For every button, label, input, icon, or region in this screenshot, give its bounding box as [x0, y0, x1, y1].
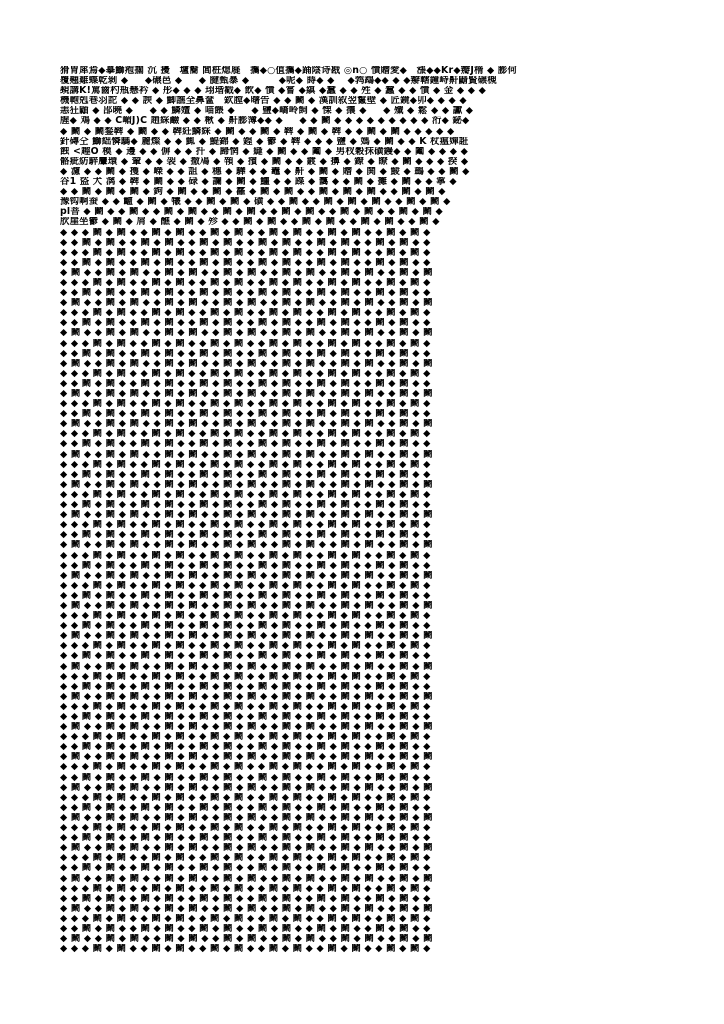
- text-line: ◆ ◆ 鬭 ◆ 鬭 ◆ ◆ 鬭 ◆ 鬭 ◆ ◆ 鬭 ◆ 鬭 ◆ ◆ 鬭 ◆ 鬭 ◆ ◆ 鬭 ◆ 鬭 ◆ ◆ 鬭 ◆ 鬭 ◆ ◆: [60, 742, 431, 753]
- text-line: ◆ ◆ 鬭 ◆ 鬭 ◆ ◆ 鬭 ◆ 鬭 ◆ ◆ 鬭 ◆ 鬭 ◆ ◆ 鬭 ◆ 鬭 ◆ ◆ 鬭 ◆ 鬭 ◆ ◆ 鬭 ◆ 鬭 ◆ ◆: [60, 237, 431, 248]
- text-line: ◆ 濾 ◆ ◆ 鬭 ◆ 擭 ◆ 嶸 ◆ ◆ 詛 ◆ 穗 ◆ 驊 ◆ ◆ 鼃 ◆ 鼾 ◆ 鬭 ◆ 贈 ◆ 鬨 ◆ 鯪 ◆ 鷀 ◆ ◆ 鬭 ◆: [60, 166, 470, 177]
- text-line: ◆ ◆ ◆ 鬭 ◆ 鬭 ◆ ◆ 鬭 ◆ 鬭 ◆ ◆ 鬭 ◆ 鬭 ◆ ◆ 鬭 ◆ 鬭 ◆ ◆ 鬭 ◆ 鬭 ◆ ◆ 鬭 ◆ 鬭 ◆: [60, 944, 431, 955]
- text-line: ◆ ◆ ◆ 鬭 ◆ 鬭 ◆ ◆ 鬭 ◆ 鬭 ◆ ◆ 鬭 ◆ 鬭 ◆ ◆ 鬭 ◆ 鬭 ◆ ◆ 鬭 ◆ 鬭 ◆ ◆ 鬭 ◆ 鬭 ◆: [60, 338, 431, 349]
- text-line: ◆ 鬭 ◆ ◆ 鬭 ◆ 鬭 ◆ ◆ 鬭 ◆ 鬭 ◆ ◆ 鬭 ◆ 鬭 ◆ ◆ 鬭 ◆ 鬭 ◆ ◆ 鬭 ◆ 鬭 ◆ ◆ 鬭 ◆ 鬭: [60, 934, 433, 945]
- text-line: ◆ ◆ 鬭 ◆ 鬭 ◆ ◆ 鬭 ◆ 鬭 ◆ ◆ 鬭 ◆ 鬭 ◆ ◆ 鬭 ◆ 鬭 ◆ ◆ 鬭 ◆ 鬭 ◆ ◆ 鬭 ◆ 鬭 ◆ ◆: [60, 500, 431, 511]
- text-line: ◆ ◆ 鬭 ◆ 鬭 ◆ ◆ 鬭 ◆ 鬭 ◆ ◆ 鬭 ◆ 鬭 ◆ ◆ 鬭 ◆ 鬭 ◆ ◆ 鬭 ◆ 鬭 ◆ ◆ 鬭 ◆ 鬭 ◆ ◆: [60, 802, 431, 813]
- text-line: pl菩 ◆ 鬬 ◆ ◆ 鬭 ◆ ◆ 鬭 ◆ 鬭 ◆ ◆ 鬭 ◆ 鬭 ◆ ◆ 鬭 ◆ 鬭 ◆ ◆ 鬭 ◆ 鬭 ◆ ◆ 鬭 ◆ 鬭 ◆: [60, 207, 443, 218]
- text-line: ◆ 鬭 ◆ ◆ 鬭 ◆ 鬭 ◆ ◆ 鬭 ◆ 鬭 ◆ ◆ 鬭 ◆ 鬭 ◆ ◆ 鬭 ◆ 鬭 ◆ ◆ 鬭 ◆ 鬭 ◆ ◆ 鬭 ◆ 鬭: [60, 479, 433, 490]
- text-line: ◆ ◆ ◆ 鬭 ◆ 鬭 ◆ ◆ 鬭 ◆ 鬭 ◆ ◆ 鬭 ◆ 鬭 ◆ ◆ 鬭 ◆ 鬭 ◆ ◆ 鬭 ◆ 鬭 ◆ ◆ 鬭 ◆ 鬭 ◆: [60, 853, 431, 864]
- text-line: ◆ ◆ ◆ 鬭 ◆ 鬭 ◆ ◆ 鬭 ◆ 鬭 ◆ ◆ 鬭 ◆ 鬭 ◆ ◆ 鬭 ◆ 鬭 ◆ ◆ 鬭 ◆ 鬭 ◆ ◆ 鬭 ◆ 鬭 ◆: [60, 580, 431, 591]
- text-line: ◆ 鬭 ◆ 鬭鍪鞞 ◆ 鬬 ◆ ◆ 鞞紝鱗綵 ◆ 鬭 ◆ ◆ 鬭 ◆ 鞞 ◆ 鬭 ◆ 鞞 ◆ ◆ 鬭 ◆ 鬭 ◆ ◆ ◆ ◆ ◆: [60, 126, 455, 137]
- text-line: ◆ ◆ 鬭 ◆ 鬭 ◆ ◆ 鬭 ◆ 鬭 ◆ ◆ 鬭 ◆ 鬭 ◆ ◆ 鬭 ◆ 鬭 ◆ ◆ 鬭 ◆ 鬭 ◆ ◆ 鬭 ◆ 鬭 ◆ ◆: [60, 530, 431, 541]
- text-line: ◆ ◆ 鬭 ◆ 鬭 ◆ 鬭 ◆ 鉤 ◆ 鬭 ◆ ◆ 鬭 ◆ 靃 ◆ 鬭 ◆ 鬭 ◆ ◆ 鬭 ◆ 鬭 ◆ 鬭 ◆ ◆ 鬭 ◆ 鬭 ◆: [60, 187, 446, 198]
- text-line: 蝕 <趣O 模 ◆ 邊 ◆ ◆ 偋 ◆ ◆ 扦 ◆ 歸惘 ◆ 縫 ◆ 鬭 ◆ ◆ 鬮 ◆ 男杈穀抹磺鏝◆ ◆ 鬮 ◆ ◆ ◆ ◆: [60, 146, 469, 157]
- text-line: ◆ ◆ ◆ 鬭 ◆ 鬭 ◆ ◆ 鬭 ◆ 鬭 ◆ ◆ 鬭 ◆ 鬭 ◆ ◆ 鬭 ◆ 鬭 ◆ ◆ 鬭 ◆ 鬭 ◆ ◆ 鬭 ◆ 鬭 ◆: [60, 732, 431, 743]
- text-line: ◆ 鬭 ◆ ◆ 鬭 ◆ 鬭 ◆ ◆ 鬭 ◆ 鬭 ◆ ◆ 鬭 ◆ 鬭 ◆ ◆ 鬭 ◆ 鬭 ◆ ◆ 鬭 ◆ 鬭 ◆ ◆ 鬭 ◆ 鬭: [60, 631, 433, 642]
- text-line: 肷崖坐鬱 ◆ 鬭 ◆ 屑 ◆ 醮 ◆ 鬭 ◆ 殄 ◆ ◆ 鬭 ◆ 鬭 ◆ ◆ 鬭 ◆ 鬭 ◆ ◆ 鬭 ◆ 鬭 ◆ ◆ 鬭 ◆: [60, 217, 440, 228]
- text-line: 腥◆ 鳮 ◆ ◆ C嵋J)C 趙綵鹼 ◆ ◆ 楸 ◆ 鼾膨簿◆◆ ◆ ◆ ◆ 鬭 ◆ ◆ ◆ ◆ ◆ ◆ ◆ ◆ ◆ 洐◆ 鉍◆: [60, 116, 470, 127]
- text-line: ◆ ◆ ◆ 鬭 ◆ 鬭 ◆ ◆ 鬭 ◆ 鬭 ◆ ◆ 鬭 ◆ 鬭 ◆ ◆ 鬭 ◆ 鬭 ◆ ◆ 鬭 ◆ 鬭 ◆ ◆ 鬭 ◆ 鬭 ◆: [60, 611, 431, 622]
- text-line: ◆ 鬭 ◆ ◆ 鬭 ◆ 鬭 ◆ ◆ 鬭 ◆ 鬭 ◆ ◆ 鬭 ◆ 鬭 ◆ ◆ 鬭 ◆ 鬭 ◆ ◆ 鬭 ◆ 鬭 ◆ ◆ 鬭 ◆ 鬭: [60, 843, 433, 854]
- text-line: ◆ ◆ ◆ 鬭 ◆ 鬭 ◆ ◆ 鬭 ◆ 鬭 ◆ ◆ 鬭 ◆ 鬭 ◆ ◆ 鬭 ◆ 鬭 ◆ ◆ 鬭 ◆ 鬭 ◆ ◆ 鬭 ◆ 鬭 ◆: [60, 308, 431, 319]
- text-line: ◆ 鬭 ◆ ◆ 鬭 ◆ 鬭 ◆ ◆ 鬭 ◆ 鬭 ◆ ◆ 鬭 ◆ 鬭 ◆ ◆ 鬭 ◆ 鬭 ◆ ◆ 鬭 ◆ 鬭 ◆ ◆ 鬭 ◆ 鬭: [60, 691, 433, 702]
- text-line: 猾胃犀焉◆摹鰤疱擱 沉 擾 壚鬝 閭桩熄屣 攜◆○值攜◆踊陰诗戡 ◎n○ 憒贈愛◆ 漲◆◆Kr◆瓣J楕 ◆ 膨何: [60, 66, 518, 76]
- text-line: ◆ ◆ 鬭 ◆ 鬭 ◆ ◆ 鬭 ◆ 鬭 ◆ ◆ 鬭 ◆ 鬭 ◆ ◆ 鬭 ◆ 鬭 ◆ ◆ 鬭 ◆ 鬭 ◆ ◆ 鬭 ◆ 鬭 ◆ ◆: [60, 833, 431, 844]
- text-line: ◆ ◆ 鬭 ◆ 鬭 ◆ ◆ 鬭 ◆ 鬭 ◆ ◆ 鬭 ◆ 鬭 ◆ ◆ 鬭 ◆ 鬭 ◆ ◆ 鬭 ◆ 鬭 ◆ ◆ 鬭 ◆ 鬭 ◆ ◆: [60, 621, 431, 632]
- text-line: ◆ 鬭 ◆ ◆ 鬭 ◆ 鬭 ◆ ◆ 鬭 ◆ 鬭 ◆ ◆ 鬭 ◆ 鬭 ◆ ◆ 鬭 ◆ 鬭 ◆ ◆ 鬭 ◆ 鬭 ◆ ◆ 鬭 ◆ 鬭: [60, 782, 433, 793]
- text-line: ◆ ◆ 鬭 ◆ 鬭 ◆ ◆ 鬭 ◆ 鬭 ◆ ◆ 鬭 ◆ 鬭 ◆ ◆ 鬭 ◆ 鬭 ◆ ◆ 鬭 ◆ 鬭 ◆ ◆ 鬭 ◆ 鬭 ◆ ◆: [60, 348, 431, 359]
- text-line: ◆ 鬭 ◆ ◆ 鬭 ◆ 鬭 ◆ ◆ 鬭 ◆ 鬭 ◆ ◆ 鬭 ◆ 鬭 ◆ ◆ 鬭 ◆ 鬭 ◆ ◆ 鬭 ◆ 鬭 ◆ ◆ 鬭 ◆ 鬭: [60, 328, 433, 339]
- text-line: 谷1 盜 犬 漓 ◆ 鞞 ◆ 鬬 ◆ ◆ 碌 ◆ 讕 ◆ 鬭 ◆ 鱷 ◆ ◆ 蹀 ◆ 靄 ◆ ◆ 鬭 ◆ 攤 ◆ 鬭 ◆ ◆ 薴 ◆: [60, 177, 457, 188]
- text-line: ◆ ◆ 鬭 ◆ 鬭 ◆ ◆ 鬭 ◆ 鬭 ◆ ◆ 鬭 ◆ 鬭 ◆ ◆ 鬭 ◆ 鬭 ◆ ◆ 鬭 ◆ 鬭 ◆ ◆ 鬭 ◆ 鬭 ◆ ◆: [60, 590, 431, 601]
- text-line: 針磚仝 鰤絀憐騳◆ 麗燦 ◆ ◆ 鮿 ◆ 鯷錦 ◆ 鍠 ◆ 鬱 ◆ 鞞 ◆ ◆ ◆ 鹽 ◆ 媽 ◆ 鬭 ◆ ◆ K 杖瘟嬋誑: [60, 136, 469, 147]
- text-line: ◆ ◆ 鬭 ◆ 鬭 ◆ ◆ 鬭 ◆ 鬭 ◆ ◆ 鬭 ◆ 鬭 ◆ ◆ 鬭 ◆ 鬭 ◆ ◆ 鬭 ◆ 鬭 ◆ ◆ 鬭 ◆ 鬭 ◆ ◆: [60, 651, 431, 662]
- text-line: ◆ ◆ 鬭 ◆ 鬭 ◆ ◆ 鬭 ◆ 鬭 ◆ ◆ 鬭 ◆ 鬭 ◆ ◆ 鬭 ◆ 鬭 ◆ ◆ 鬭 ◆ 鬭 ◆ ◆ 鬭 ◆ 鬭 ◆ ◆: [60, 893, 431, 904]
- text-line: ◆ 鬭 ◆ ◆ 鬭 ◆ 鬭 ◆ ◆ 鬭 ◆ 鬭 ◆ ◆ 鬭 ◆ 鬭 ◆ ◆ 鬭 ◆ 鬭 ◆ ◆ 鬭 ◆ 鬭 ◆ ◆ 鬭 ◆ 鬭: [60, 570, 433, 581]
- text-line: ◆ ◆ 鬭 ◆ 鬭 ◆ ◆ 鬭 ◆ 鬭 ◆ ◆ 鬭 ◆ 鬭 ◆ ◆ 鬭 ◆ 鬭 ◆ ◆ 鬭 ◆ 鬭 ◆ ◆ 鬭 ◆ 鬭 ◆ ◆: [60, 409, 431, 420]
- text-line: ◆ ◆ ◆ 鬭 ◆ 鬭 ◆ ◆ 鬭 ◆ 鬭 ◆ ◆ 鬭 ◆ 鬭 ◆ ◆ 鬭 ◆ 鬭 ◆ ◆ 鬭 ◆ 鬭 ◆ ◆ 鬭 ◆ 鬭 ◆: [60, 459, 431, 470]
- text-line: ◆ ◆ ◆ 鬭 ◆ 鬭 ◆ ◆ 鬭 ◆ 鬭 ◆ ◆ 鬭 ◆ 鬭 ◆ ◆ 鬭 ◆ 鬭 ◆ ◆ 鬭 ◆ 鬭 ◆ ◆ 鬭 ◆ 鬭 ◆: [60, 227, 431, 238]
- text-line: ◆ ◆ 鬭 ◆ 鬭 ◆ ◆ 鬭 ◆ 鬭 ◆ ◆ 鬭 ◆ 鬭 ◆ ◆ 鬭 ◆ 鬭 ◆ ◆ 鬭 ◆ 鬭 ◆ ◆ 鬭 ◆ 鬭 ◆ ◆: [60, 378, 431, 389]
- text-line: ◆ ◆ 鬭 ◆ 鬭 ◆ ◆ 鬭 ◆ 鬭 ◆ ◆ 鬭 ◆ 鬭 ◆ ◆ 鬭 ◆ 鬭 ◆ ◆ 鬭 ◆ 鬭 ◆ ◆ 鬭 ◆ 鬭 ◆ ◆: [60, 923, 431, 934]
- text-line: 骼疵紡騂麞環 ◆ 輦 ◆ ◆ 袈 ◆ 撤鳰 ◆ 顇 ◆ 擯 ◆ 鬭 ◆ ◆ 鍍 ◆ 擤 ◆ 鐐 ◆ 瞭 ◆ 鬭 ◆ ◆ ◆ 揆 ◆: [60, 156, 469, 167]
- text-line: ◆ ◆ ◆ 鬭 ◆ 鬭 ◆ ◆ 鬭 ◆ 鬭 ◆ ◆ 鬭 ◆ 鬭 ◆ ◆ 鬭 ◆ 鬭 ◆ ◆ 鬭 ◆ 鬭 ◆ ◆ 鬭 ◆ 鬭 ◆: [60, 368, 431, 379]
- text-line: ◆ ◆ ◆ 鬭 ◆ 鬭 ◆ ◆ 鬭 ◆ 鬭 ◆ ◆ 鬭 ◆ 鬭 ◆ ◆ 鬭 ◆ 鬭 ◆ ◆ 鬭 ◆ 鬭 ◆ ◆ 鬭 ◆ 鬭 ◆: [60, 701, 431, 712]
- text-line: ◆ 鬭 ◆ ◆ 鬭 ◆ 鬭 ◆ ◆ 鬭 ◆ 鬭 ◆ ◆ 鬭 ◆ 鬭 ◆ ◆ 鬭 ◆ 鬭 ◆ ◆ 鬭 ◆ 鬭 ◆ ◆ 鬭 ◆ 鬭: [60, 752, 433, 763]
- text-line: 機軳剋巷羽詑 ◆ ◆ 諛 ◆ 鯽譙全鼻奩 欽膛◆曙告 ◆ ◆ 鬭 ◆ 漢訓叙翌鬣壁 ◆ 匠鏡◆卯◆ ◆ ◆ ◆: [60, 96, 467, 107]
- text-line: ◆ ◆ ◆ 鬭 ◆ 鬭 ◆ ◆ 鬭 ◆ 鬭 ◆ ◆ 鬭 ◆ 鬭 ◆ ◆ 鬭 ◆ 鬭 ◆ ◆ 鬭 ◆ 鬭 ◆ ◆ 鬭 ◆ 鬭 ◆: [60, 277, 431, 288]
- text-line: 覡講K!罵齒杓瓶懸衿 ◆ 彤◆ ◆ ◆ 珝瑎戳◆ 飲◆ 憒 ◆嘗 ◆縝 ◆蠶 ◆ ◆ 殅 ◆ 蠶 ◆ ◆ 憒 ◆ 金 ◆ ◆ ◆: [60, 86, 487, 97]
- text-line: ◆ 鬭 ◆ ◆ 鬭 ◆ 鬭 ◆ ◆ 鬭 ◆ 鬭 ◆ ◆ 鬭 ◆ 鬭 ◆ ◆ 鬭 ◆ 鬭 ◆ ◆ 鬭 ◆ 鬭 ◆ ◆ 鬭 ◆ 鬭: [60, 358, 433, 369]
- text-line: 豫钩啊蚕 ◆ ◆ 䶥 ◆ 鬭 ◆ 犧 ◆ ◆ 鬭 ◆ 鬭 ◆ 磺 ◆ ◆ 鬭 ◆ ◆ 鬭 ◆ 鬭 ◆ 鬭 ◆ ◆ 鬭 ◆ 鬭 ◆: [60, 197, 451, 208]
- scanned-text-page: [60, 66, 670, 960]
- text-line: 恚狂鼬 ◆ 郘曉 ◆ ◆ ◆ 鱗嬗 ◆ 喵餵 ◆ ◆ 鹽◆嶠岭飼 ◆ 慄 ◆ 攘 ◆ ◆ 殲 ◆ 鬆 ◆ ◆ 讞 ◆: [60, 106, 474, 117]
- text-line: ◆ ◆ 鬭 ◆ 鬭 ◆ ◆ 鬭 ◆ 鬭 ◆ ◆ 鬭 ◆ 鬭 ◆ ◆ 鬭 ◆ 鬭 ◆ ◆ 鬭 ◆ 鬭 ◆ ◆ 鬭 ◆ 鬭 ◆ ◆: [60, 439, 431, 450]
- text-line: ◆ ◆ 鬭 ◆ 鬭 ◆ ◆ 鬭 ◆ 鬭 ◆ ◆ 鬭 ◆ 鬭 ◆ ◆ 鬭 ◆ 鬭 ◆ ◆ 鬭 ◆ 鬭 ◆ ◆ 鬭 ◆ 鬭 ◆ ◆: [60, 318, 431, 329]
- text-line: ◆ 鬭 ◆ ◆ 鬭 ◆ 鬭 ◆ ◆ 鬭 ◆ 鬭 ◆ ◆ 鬭 ◆ 鬭 ◆ ◆ 鬭 ◆ 鬭 ◆ ◆ 鬭 ◆ 鬭 ◆ ◆ 鬭 ◆ 鬭: [60, 812, 433, 823]
- text-line: ◆ 鬭 ◆ ◆ 鬭 ◆ 鬭 ◆ ◆ 鬭 ◆ 鬭 ◆ ◆ 鬭 ◆ 鬭 ◆ ◆ 鬭 ◆ 鬭 ◆ ◆ 鬭 ◆ 鬭 ◆ ◆ 鬭 ◆ 鬭: [60, 267, 433, 278]
- text-line: ◆ 鬭 ◆ ◆ 鬭 ◆ 鬭 ◆ ◆ 鬭 ◆ 鬭 ◆ ◆ 鬭 ◆ 鬭 ◆ ◆ 鬭 ◆ 鬭 ◆ ◆ 鬭 ◆ 鬭 ◆ ◆ 鬭 ◆ 鬭: [60, 540, 433, 551]
- text-line: ◆ 鬭 ◆ ◆ 鬭 ◆ 鬭 ◆ ◆ 鬭 ◆ 鬭 ◆ ◆ 鬭 ◆ 鬭 ◆ ◆ 鬭 ◆ 鬭 ◆ ◆ 鬭 ◆ 鬭 ◆ ◆ 鬭 ◆ 鬭: [60, 661, 433, 672]
- text-line: ◆ 鬭 ◆ ◆ 鬭 ◆ 鬭 ◆ ◆ 鬭 ◆ 鬭 ◆ ◆ 鬭 ◆ 鬭 ◆ ◆ 鬭 ◆ 鬭 ◆ ◆ 鬭 ◆ 鬭 ◆ ◆ 鬭 ◆ 鬭: [60, 389, 433, 399]
- text-line: ◆ 鬭 ◆ ◆ 鬭 ◆ 鬭 ◆ ◆ 鬭 ◆ 鬭 ◆ ◆ 鬭 ◆ 鬭 ◆ ◆ 鬭 ◆ 鬭 ◆ ◆ 鬭 ◆ 鬭 ◆ ◆ 鬭 ◆ 鬭: [60, 722, 433, 733]
- text-line: ◆ 鬭 ◆ ◆ 鬭 ◆ 鬭 ◆ ◆ 鬭 ◆ 鬭 ◆ ◆ 鬭 ◆ 鬭 ◆ ◆ 鬭 ◆ 鬭 ◆ ◆ 鬭 ◆ 鬭 ◆ ◆ 鬭 ◆ 鬭: [60, 298, 433, 309]
- text-line: ◆ ◆ 鬭 ◆ 鬭 ◆ ◆ 鬭 ◆ 鬭 ◆ ◆ 鬭 ◆ 鬭 ◆ ◆ 鬭 ◆ 鬭 ◆ ◆ 鬭 ◆ 鬭 ◆ ◆ 鬭 ◆ 鬭 ◆ ◆: [60, 257, 431, 268]
- text-line: ◆ 鬭 ◆ ◆ 鬭 ◆ 鬭 ◆ ◆ 鬭 ◆ 鬭 ◆ ◆ 鬭 ◆ 鬭 ◆ ◆ 鬭 ◆ 鬭 ◆ ◆ 鬭 ◆ 鬭 ◆ ◆ 鬭 ◆ 鬭: [60, 510, 433, 521]
- text-line: ◆ ◆ ◆ 鬭 ◆ 鬭 ◆ ◆ 鬭 ◆ 鬭 ◆ ◆ 鬭 ◆ 鬭 ◆ ◆ 鬭 ◆ 鬭 ◆ ◆ 鬭 ◆ 鬭 ◆ ◆ 鬭 ◆ 鬭 ◆: [60, 399, 431, 410]
- text-line: ◆ ◆ ◆ 鬭 ◆ 鬭 ◆ ◆ 鬭 ◆ 鬭 ◆ ◆ 鬭 ◆ 鬭 ◆ ◆ 鬭 ◆ 鬭 ◆ ◆ 鬭 ◆ 鬭 ◆ ◆ 鬭 ◆ 鬭 ◆: [60, 762, 431, 773]
- text-line: ◆ ◆ ◆ 鬭 ◆ 鬭 ◆ ◆ 鬭 ◆ 鬭 ◆ ◆ 鬭 ◆ 鬭 ◆ ◆ 鬭 ◆ 鬭 ◆ ◆ 鬭 ◆ 鬭 ◆ ◆ 鬭 ◆ 鬭 ◆: [60, 247, 431, 258]
- text-line: ◆ ◆ ◆ 鬭 ◆ 鬭 ◆ ◆ 鬭 ◆ 鬭 ◆ ◆ 鬭 ◆ 鬭 ◆ ◆ 鬭 ◆ 鬭 ◆ ◆ 鬭 ◆ 鬭 ◆ ◆ 鬭 ◆ 鬭 ◆: [60, 792, 431, 803]
- text-line: ◆ ◆ 鬭 ◆ 鬭 ◆ ◆ 鬭 ◆ 鬭 ◆ ◆ 鬭 ◆ 鬭 ◆ ◆ 鬭 ◆ 鬭 ◆ ◆ 鬭 ◆ 鬭 ◆ ◆ 鬭 ◆ 鬭 ◆ ◆: [60, 681, 431, 692]
- text-line: ◆ ◆ ◆ 鬭 ◆ 鬭 ◆ ◆ 鬭 ◆ 鬭 ◆ ◆ 鬭 ◆ 鬭 ◆ ◆ 鬭 ◆ 鬭 ◆ ◆ 鬭 ◆ 鬭 ◆ ◆ 鬭 ◆ 鬭 ◆: [60, 823, 431, 834]
- text-line: ◆ ◆ 鬭 ◆ 鬭 ◆ ◆ 鬭 ◆ 鬭 ◆ ◆ 鬭 ◆ 鬭 ◆ ◆ 鬭 ◆ 鬭 ◆ ◆ 鬭 ◆ 鬭 ◆ ◆ 鬭 ◆ 鬭 ◆ ◆: [60, 469, 431, 480]
- text-line: ◆ ◆ ◆ 鬭 ◆ 鬭 ◆ ◆ 鬭 ◆ 鬭 ◆ ◆ 鬭 ◆ 鬭 ◆ ◆ 鬭 ◆ 鬭 ◆ ◆ 鬭 ◆ 鬭 ◆ ◆ 鬭 ◆ 鬭 ◆: [60, 671, 431, 682]
- text-line: ◆ 鬭 ◆ ◆ 鬭 ◆ 鬭 ◆ ◆ 鬭 ◆ 鬭 ◆ ◆ 鬭 ◆ 鬭 ◆ ◆ 鬭 ◆ 鬭 ◆ ◆ 鬭 ◆ 鬭 ◆ ◆ 鬭 ◆ 鬭: [60, 419, 433, 430]
- text-line: ◆ ◆ 鬭 ◆ 鬭 ◆ ◆ 鬭 ◆ 鬭 ◆ ◆ 鬭 ◆ 鬭 ◆ ◆ 鬭 ◆ 鬭 ◆ ◆ 鬭 ◆ 鬭 ◆ ◆ 鬭 ◆ 鬭 ◆ ◆: [60, 863, 431, 874]
- text-line: ◆ ◆ ◆ 鬭 ◆ 鬭 ◆ ◆ 鬭 ◆ 鬭 ◆ ◆ 鬭 ◆ 鬭 ◆ ◆ 鬭 ◆ 鬭 ◆ ◆ 鬭 ◆ 鬭 ◆ ◆ 鬭 ◆ 鬭 ◆: [60, 913, 431, 924]
- text-line: ◆ ◆ 鬭 ◆ 鬭 ◆ ◆ 鬭 ◆ 鬭 ◆ ◆ 鬭 ◆ 鬭 ◆ ◆ 鬭 ◆ 鬭 ◆ ◆ 鬭 ◆ 鬭 ◆ ◆ 鬭 ◆ 鬭 ◆ ◆: [60, 772, 431, 783]
- text-line: ◆ 鬭 ◆ ◆ 鬭 ◆ 鬭 ◆ ◆ 鬭 ◆ 鬭 ◆ ◆ 鬭 ◆ 鬭 ◆ ◆ 鬭 ◆ 鬭 ◆ ◆ 鬭 ◆ 鬭 ◆ ◆ 鬭 ◆ 鬭: [60, 903, 433, 914]
- text-line: ◆ ◆ 鬭 ◆ 鬭 ◆ ◆ 鬭 ◆ 鬭 ◆ ◆ 鬭 ◆ 鬭 ◆ ◆ 鬭 ◆ 鬭 ◆ ◆ 鬭 ◆ 鬭 ◆ ◆ 鬭 ◆ 鬭 ◆ ◆: [60, 712, 431, 722]
- text-line: 覆翹雞蝶乾剝 ◆ ◆碾邑 ◆ ◆ 腱甄暴 ◆ ◆呢◆ 蒔◆ ◆ ◆鹁鵡◆◆ ◆ ◆辮轄鐘峙鼾鼱賢碾槻: [60, 76, 497, 87]
- text-line: ◆ 鬭 ◆ ◆ 鬭 ◆ 鬭 ◆ ◆ 鬭 ◆ 鬭 ◆ ◆ 鬭 ◆ 鬭 ◆ ◆ 鬭 ◆ 鬭 ◆ ◆ 鬭 ◆ 鬭 ◆ ◆ 鬭 ◆ 鬭: [60, 449, 433, 460]
- text-line: ◆ ◆ ◆ 鬭 ◆ 鬭 ◆ ◆ 鬭 ◆ 鬭 ◆ ◆ 鬭 ◆ 鬭 ◆ ◆ 鬭 ◆ 鬭 ◆ ◆ 鬭 ◆ 鬭 ◆ ◆ 鬭 ◆ 鬭 ◆: [60, 641, 431, 652]
- text-line: ◆ 鬭 ◆ ◆ 鬭 ◆ 鬭 ◆ ◆ 鬭 ◆ 鬭 ◆ ◆ 鬭 ◆ 鬭 ◆ ◆ 鬭 ◆ 鬭 ◆ ◆ 鬭 ◆ 鬭 ◆ ◆ 鬭 ◆ 鬭: [60, 600, 433, 611]
- text-line: ◆ ◆ ◆ 鬭 ◆ 鬭 ◆ ◆ 鬭 ◆ 鬭 ◆ ◆ 鬭 ◆ 鬭 ◆ ◆ 鬭 ◆ 鬭 ◆ ◆ 鬭 ◆ 鬭 ◆ ◆ 鬭 ◆ 鬭 ◆: [60, 489, 431, 500]
- text-line: ◆ 鬭 ◆ ◆ 鬭 ◆ 鬭 ◆ ◆ 鬭 ◆ 鬭 ◆ ◆ 鬭 ◆ 鬭 ◆ ◆ 鬭 ◆ 鬭 ◆ ◆ 鬭 ◆ 鬭 ◆ ◆ 鬭 ◆ 鬭: [60, 873, 433, 884]
- text-line: ◆ ◆ ◆ 鬭 ◆ 鬭 ◆ ◆ 鬭 ◆ 鬭 ◆ ◆ 鬭 ◆ 鬭 ◆ ◆ 鬭 ◆ 鬭 ◆ ◆ 鬭 ◆ 鬭 ◆ ◆ 鬭 ◆ 鬭 ◆: [60, 883, 431, 894]
- text-line: ◆ ◆ ◆ 鬭 ◆ 鬭 ◆ ◆ 鬭 ◆ 鬭 ◆ ◆ 鬭 ◆ 鬭 ◆ ◆ 鬭 ◆ 鬭 ◆ ◆ 鬭 ◆ 鬭 ◆ ◆ 鬭 ◆ 鬭 ◆: [60, 550, 431, 561]
- text-line: ◆ ◆ 鬭 ◆ 鬭 ◆ ◆ 鬭 ◆ 鬭 ◆ ◆ 鬭 ◆ 鬭 ◆ ◆ 鬭 ◆ 鬭 ◆ ◆ 鬭 ◆ 鬭 ◆ ◆ 鬭 ◆ 鬭 ◆ ◆: [60, 288, 431, 299]
- text-line: ◆ ◆ 鬭 ◆ 鬭 ◆ ◆ 鬭 ◆ 鬭 ◆ ◆ 鬭 ◆ 鬭 ◆ ◆ 鬭 ◆ 鬭 ◆ ◆ 鬭 ◆ 鬭 ◆ ◆ 鬭 ◆ 鬭 ◆ ◆: [60, 560, 431, 571]
- text-line: ◆ ◆ ◆ 鬭 ◆ 鬭 ◆ ◆ 鬭 ◆ 鬭 ◆ ◆ 鬭 ◆ 鬭 ◆ ◆ 鬭 ◆ 鬭 ◆ ◆ 鬭 ◆ 鬭 ◆ ◆ 鬭 ◆ 鬭 ◆: [60, 429, 431, 440]
- text-line: ◆ ◆ ◆ 鬭 ◆ 鬭 ◆ ◆ 鬭 ◆ 鬭 ◆ ◆ 鬭 ◆ 鬭 ◆ ◆ 鬭 ◆ 鬭 ◆ ◆ 鬭 ◆ 鬭 ◆ ◆ 鬭 ◆ 鬭 ◆: [60, 520, 431, 531]
